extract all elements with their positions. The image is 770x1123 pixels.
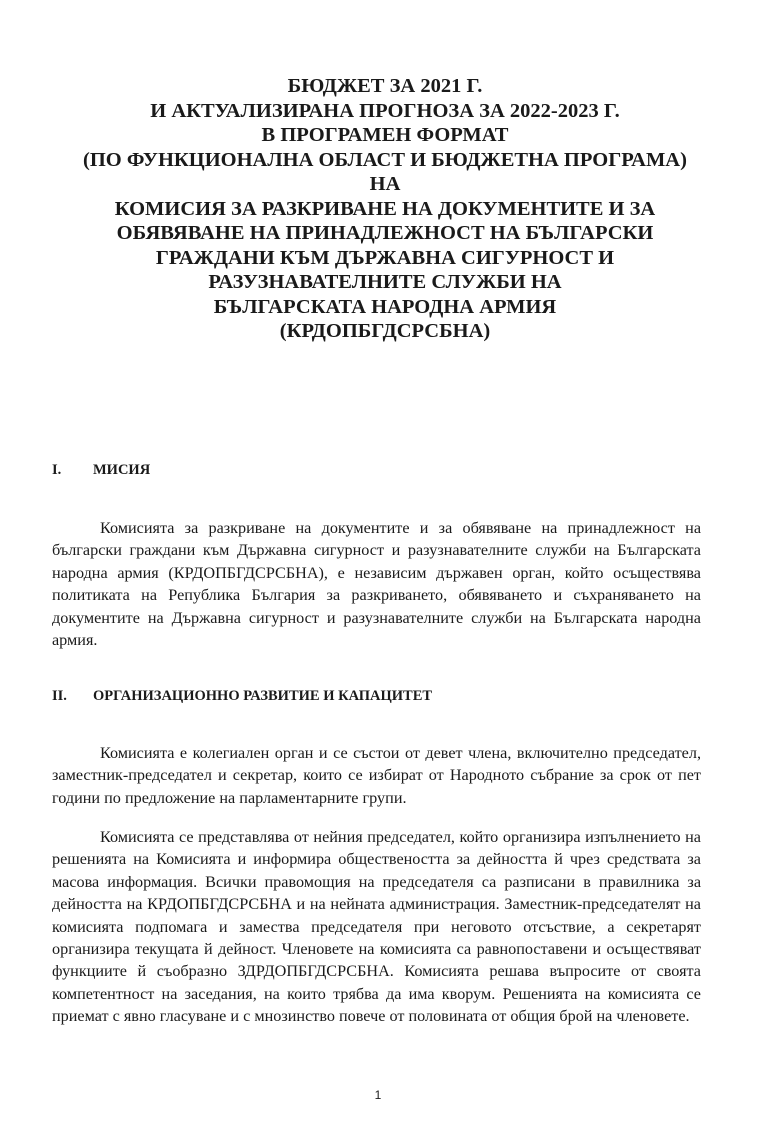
- section-number: II.: [52, 688, 67, 704]
- organization-paragraph: Комисията се представлява от нейния председател, който организира изпълнението на решенията на Комисията и информира обществеността за дейността й чрез средствата за масова информация. Всички правомощия на председателя са разписани в правилника за дейността на КРДОПБГДСРСБНА и на нейната администрация. Заместник-председателят на комисията подпомага и замества председателя при неговото отсъствие, а секретарят организира текущата й дейност. Членовете на комисията са равнопоставени и осъществяват функциите й съобразно ЗДРДОПБГДСРСБНА. Комисията решава въпросите от своята компетентност на заседания, на които трябва да има кворум. Решенията на комисията се приемат с явно гласуване и с мнозинство повече от половината от общия брой на членовете.: [52, 828, 701, 1026]
- title-line: РАЗУЗНАВАТЕЛНИТЕ СЛУЖБИ НА: [208, 271, 562, 293]
- title-line: НА: [369, 173, 401, 195]
- title-line: ГРАЖДАНИ КЪМ ДЪРЖАВНА СИГУРНОСТ И: [155, 246, 615, 269]
- section-heading-mission: [52, 462, 150, 479]
- title-line: КОМИСИЯ ЗА РАЗКРИВАНЕ НА ДОКУМЕНТИТЕ И ЗА: [114, 197, 656, 220]
- title-line: (КРДОПБГДСРСБНА): [279, 320, 491, 342]
- title-line: И АКТУАЛИЗИРАНА ПРОГНОЗА ЗА 2022-2023 Г.: [150, 99, 620, 122]
- section-heading-organization: [52, 688, 432, 705]
- page-number: 1: [374, 1088, 382, 1102]
- document-title: [40, 74, 730, 344]
- title-line: (ПО ФУНКЦИОНАЛНА ОБЛАСТ И БЮДЖЕТНА ПРОГРАМА): [83, 148, 687, 171]
- mission-paragraph: Комисията за разкриване на документите и за обявяване на принадлежност на български граждани към Държавна сигурност и разузнавателните служби на Българската народна армия (КРДОПБГДСРСБНА), е независим държавен орган, който осъществява политиката на Република България за разкриването, обявяването и съхраняването на документите на Държавна сигурност и разузнавателните служби на Българската народна армия.: [52, 519, 701, 650]
- section-number: I.: [52, 462, 62, 478]
- title-line: БЮДЖЕТ ЗА 2021 Г.: [287, 75, 483, 97]
- title-line: ОБЯВЯВАНЕ НА ПРИНАДЛЕЖНОСТ НА БЪЛГАРСКИ: [116, 222, 654, 244]
- section-title: ОРГАНИЗАЦИОННО РАЗВИТИЕ И КАПАЦИТЕТ: [93, 688, 433, 704]
- title-line: В ПРОГРАМЕН ФОРМАТ: [261, 124, 509, 146]
- organization-paragraph: Комисията е колегиален орган и се състои от девет члена, включително председател, заместник-председател и секретар, които се избират от Народното събрание за срок от пет години по предложение на парламентарните групи.: [52, 744, 701, 807]
- section-title: МИСИЯ: [93, 462, 151, 478]
- title-line: БЪЛГАРСКАТА НАРОДНА АРМИЯ: [213, 295, 557, 318]
